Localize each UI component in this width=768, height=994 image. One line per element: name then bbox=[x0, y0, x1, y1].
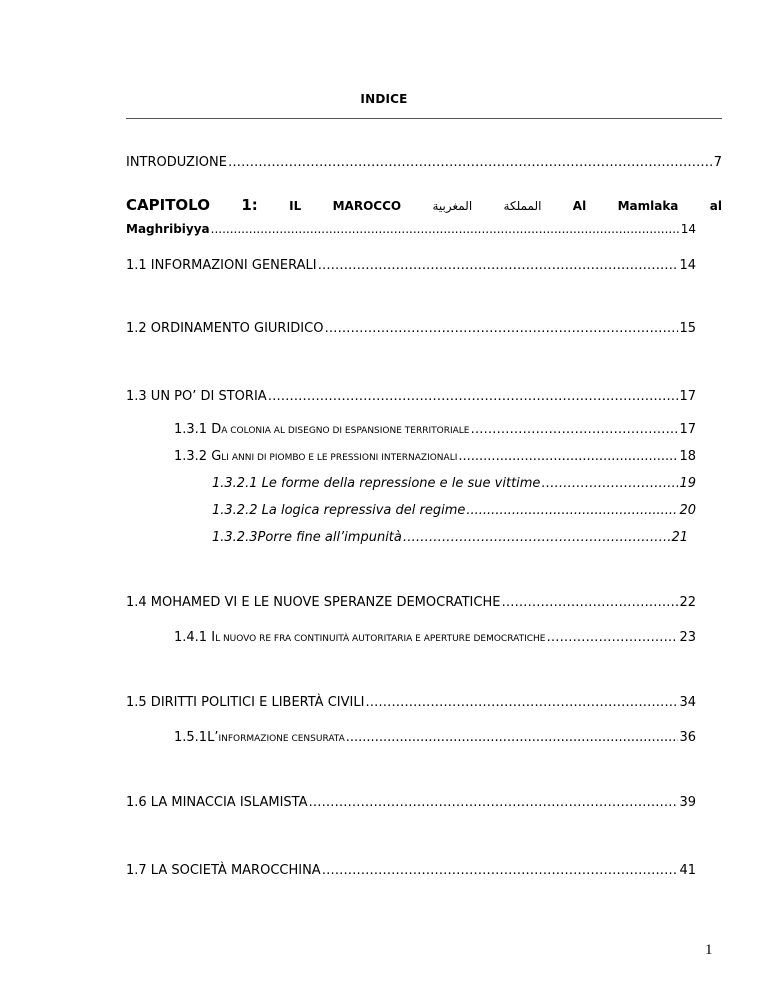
toc-entry-introduzione[interactable] bbox=[126, 155, 722, 170]
toc-page-number: 41 bbox=[679, 863, 696, 878]
toc-label: Maghribiyya bbox=[126, 222, 210, 236]
toc-leader bbox=[403, 530, 671, 545]
chapter-word: IL bbox=[289, 199, 302, 213]
toc-number: 1.3.1 bbox=[174, 422, 208, 437]
toc-page-number: 20 bbox=[679, 503, 696, 518]
toc-entry-1-1[interactable] bbox=[126, 258, 696, 273]
toc-page-number: 22 bbox=[679, 595, 696, 610]
toc-leader bbox=[324, 321, 678, 336]
toc-number: 1.4.1 bbox=[174, 630, 208, 645]
toc-page-number: 18 bbox=[679, 449, 696, 464]
toc-label: LI ANNI DI PIOMBO E LE PRESSIONI INTERNAZIONALI bbox=[221, 453, 458, 463]
chapter-word: MAROCCO bbox=[332, 199, 402, 213]
toc-label-initial: I bbox=[211, 630, 216, 645]
toc-entry-1-3[interactable] bbox=[126, 389, 696, 404]
page-title: INDICE bbox=[360, 92, 408, 106]
toc-page-number: 15 bbox=[679, 321, 696, 336]
toc-entry-1-3-2-1[interactable] bbox=[212, 476, 696, 491]
toc-label: 1.3.2.2 La logica repressiva del regime bbox=[212, 503, 466, 518]
title-rule bbox=[126, 118, 722, 119]
toc-number: 1.3.2 bbox=[174, 449, 208, 464]
toc-page-number: 7 bbox=[713, 155, 722, 170]
toc-page-number: 17 bbox=[679, 422, 696, 437]
toc-leader bbox=[211, 222, 680, 236]
toc-entry-1-5-1[interactable] bbox=[174, 730, 696, 745]
toc-entry-1-4[interactable] bbox=[126, 595, 696, 610]
chapter-arabic-word: المغربية bbox=[432, 199, 473, 213]
toc-label: 1.1 INFORMAZIONI GENERALI bbox=[126, 258, 317, 273]
toc-entry-1-7[interactable] bbox=[126, 863, 696, 878]
toc-entry-capitolo-1[interactable] bbox=[126, 196, 722, 214]
toc-entry-1-2[interactable] bbox=[126, 321, 696, 336]
toc-label: 1.7 LA SOCIETÀ MAROCCHINA bbox=[126, 863, 321, 878]
toc-label: 1.5 DIRITTI POLITICI E LIBERTÀ CIVILI bbox=[126, 695, 365, 710]
toc-leader bbox=[322, 863, 679, 878]
toc-entry-1-3-2-2[interactable] bbox=[212, 503, 696, 518]
toc-leader bbox=[318, 258, 679, 273]
chapter-word: 1: bbox=[241, 196, 258, 214]
toc-leader bbox=[228, 155, 713, 170]
toc-label: INFORMAZIONE CENSURATA bbox=[218, 734, 345, 744]
toc-leader bbox=[466, 503, 678, 518]
chapter-word: CAPITOLO bbox=[126, 196, 210, 214]
toc-label: 1.4 MOHAMED VI E LE NUOVE SPERANZE DEMOCRATICHE bbox=[126, 595, 501, 610]
toc-entry-1-3-1[interactable] bbox=[174, 422, 696, 437]
toc-label-initial: D bbox=[211, 422, 222, 437]
toc-leader bbox=[308, 795, 678, 810]
toc-page-number: 36 bbox=[679, 730, 696, 745]
toc-entry-capitolo-1-continuation[interactable] bbox=[126, 222, 696, 236]
chapter-word: Al bbox=[572, 199, 587, 213]
toc-page-number: 17 bbox=[679, 389, 696, 404]
toc-leader bbox=[346, 730, 679, 745]
toc-label: L NUOVO RE FRA CONTINUITÀ AUTORITARIA E APERTURE DEMOCRATICHE bbox=[215, 634, 546, 644]
chapter-word: Mamlaka bbox=[617, 199, 679, 213]
toc-page-number: 21 bbox=[671, 530, 688, 545]
toc-label: INTRODUZIONE bbox=[126, 155, 227, 170]
toc-leader bbox=[365, 695, 678, 710]
toc-label: 1.6 LA MINACCIA ISLAMISTA bbox=[126, 795, 308, 810]
toc-entry-1-5[interactable] bbox=[126, 695, 696, 710]
chapter-arabic-word: المملكة bbox=[503, 199, 542, 213]
toc-entry-1-4-1[interactable] bbox=[174, 630, 696, 645]
toc-page-number: 14 bbox=[680, 222, 696, 236]
toc-label: 1.3 UN PO’ DI STORIA bbox=[126, 389, 267, 404]
toc-entry-1-6[interactable] bbox=[126, 795, 696, 810]
toc-leader bbox=[546, 630, 678, 645]
toc-label: A COLONIA AL DISEGNO DI ESPANSIONE TERRITORIALE bbox=[221, 426, 470, 436]
toc-label-initial: G bbox=[211, 449, 222, 464]
toc-leader bbox=[470, 422, 678, 437]
toc-page-number: 23 bbox=[679, 630, 696, 645]
toc-label: 1.3.2.3Porre fine all’impunità bbox=[212, 530, 402, 545]
toc-leader bbox=[541, 476, 678, 491]
toc-page-number: 19 bbox=[679, 476, 696, 491]
toc-label: 1.3.2.1 Le forme della repressione e le sue vittime bbox=[212, 476, 541, 491]
toc-leader bbox=[268, 389, 679, 404]
toc-number: 1.5.1L’ bbox=[174, 730, 219, 745]
toc-leader bbox=[458, 449, 678, 464]
toc-leader bbox=[501, 595, 678, 610]
page-number: 1 bbox=[705, 942, 713, 958]
toc-label: 1.2 ORDINAMENTO GIURIDICO bbox=[126, 321, 324, 336]
toc-page-number: 34 bbox=[679, 695, 696, 710]
toc-entry-1-3-2-3[interactable] bbox=[212, 530, 688, 545]
chapter-word: al bbox=[709, 199, 722, 213]
toc-page-number: 39 bbox=[679, 795, 696, 810]
toc-entry-1-3-2[interactable] bbox=[174, 449, 696, 464]
toc-page-number: 14 bbox=[679, 258, 696, 273]
